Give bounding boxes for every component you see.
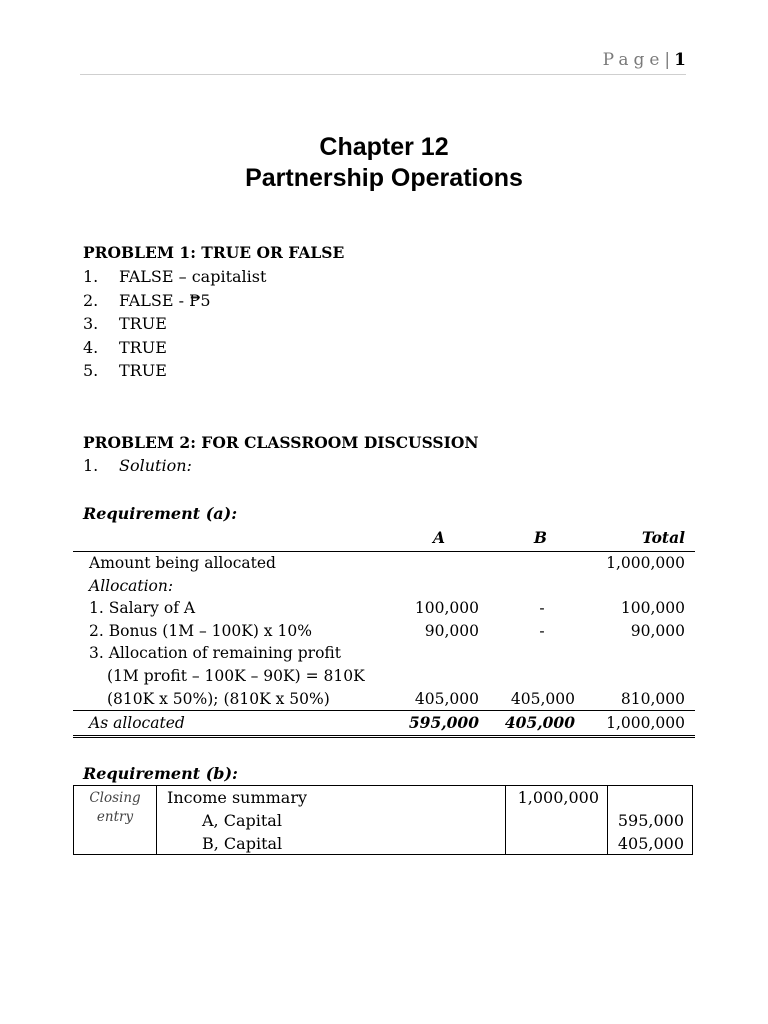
column-header-a: A xyxy=(432,528,445,547)
problem1-answer-list xyxy=(83,265,266,383)
problem1-heading: PROBLEM 1: TRUE OR FALSE xyxy=(83,243,345,262)
column-header-total: Total xyxy=(641,528,685,547)
account-credit: A, Capital xyxy=(202,811,282,830)
allocation-table xyxy=(73,524,695,738)
page-header xyxy=(80,48,686,75)
table-row: Amount being allocated 1,000,000 xyxy=(89,554,685,572)
table-row: (810K x 50%); (810K x 50%) 405,000 405,000 810,000 xyxy=(107,689,685,708)
solution-label: 1. Solution: xyxy=(83,456,192,475)
table-total-row: As allocated 595,000 405,000 1,000,000 xyxy=(73,710,695,738)
debit-column xyxy=(505,786,608,854)
chapter-name: Partnership Operations xyxy=(245,164,523,192)
page-word: Page xyxy=(602,50,665,70)
table-row: 3. Allocation of remaining profit xyxy=(89,644,341,663)
page-number: 1 xyxy=(674,50,686,70)
list-item: 4. TRUE xyxy=(83,337,167,357)
table-header xyxy=(73,524,695,552)
account-column xyxy=(157,786,506,854)
table-row: 1. Salary of A 100,000 - 100,000 xyxy=(89,599,685,618)
list-item: 5. TRUE xyxy=(83,361,167,381)
list-item: 3. TRUE xyxy=(83,314,167,334)
requirement-b-heading: Requirement (b): xyxy=(83,764,238,783)
debit-amount: 1,000,000 xyxy=(517,788,599,807)
list-item: 2. FALSE - ₱5 xyxy=(83,290,211,310)
entry-label: Closing entry xyxy=(74,786,157,854)
page-number-label: Page| 1 xyxy=(602,50,686,70)
credit-amount: 405,000 xyxy=(617,834,684,853)
journal-entry-table xyxy=(73,785,693,855)
account-debit: Income summary xyxy=(167,788,308,807)
table-row: (1M profit – 100K – 90K) = 810K xyxy=(107,666,365,685)
chapter-number: Chapter 12 xyxy=(319,133,449,161)
list-item: 1. FALSE – capitalist xyxy=(83,267,267,286)
requirement-a-heading: Requirement (a): xyxy=(83,504,238,523)
credit-amount: 595,000 xyxy=(617,811,684,830)
problem2-heading: PROBLEM 2: FOR CLASSROOM DISCUSSION xyxy=(83,433,479,452)
account-credit: B, Capital xyxy=(202,834,283,853)
column-header-b: B xyxy=(533,528,547,547)
table-row: 2. Bonus (1M – 100K) x 10% 90,000 - 90,000 xyxy=(89,621,685,640)
table-row: Allocation: xyxy=(89,576,174,595)
